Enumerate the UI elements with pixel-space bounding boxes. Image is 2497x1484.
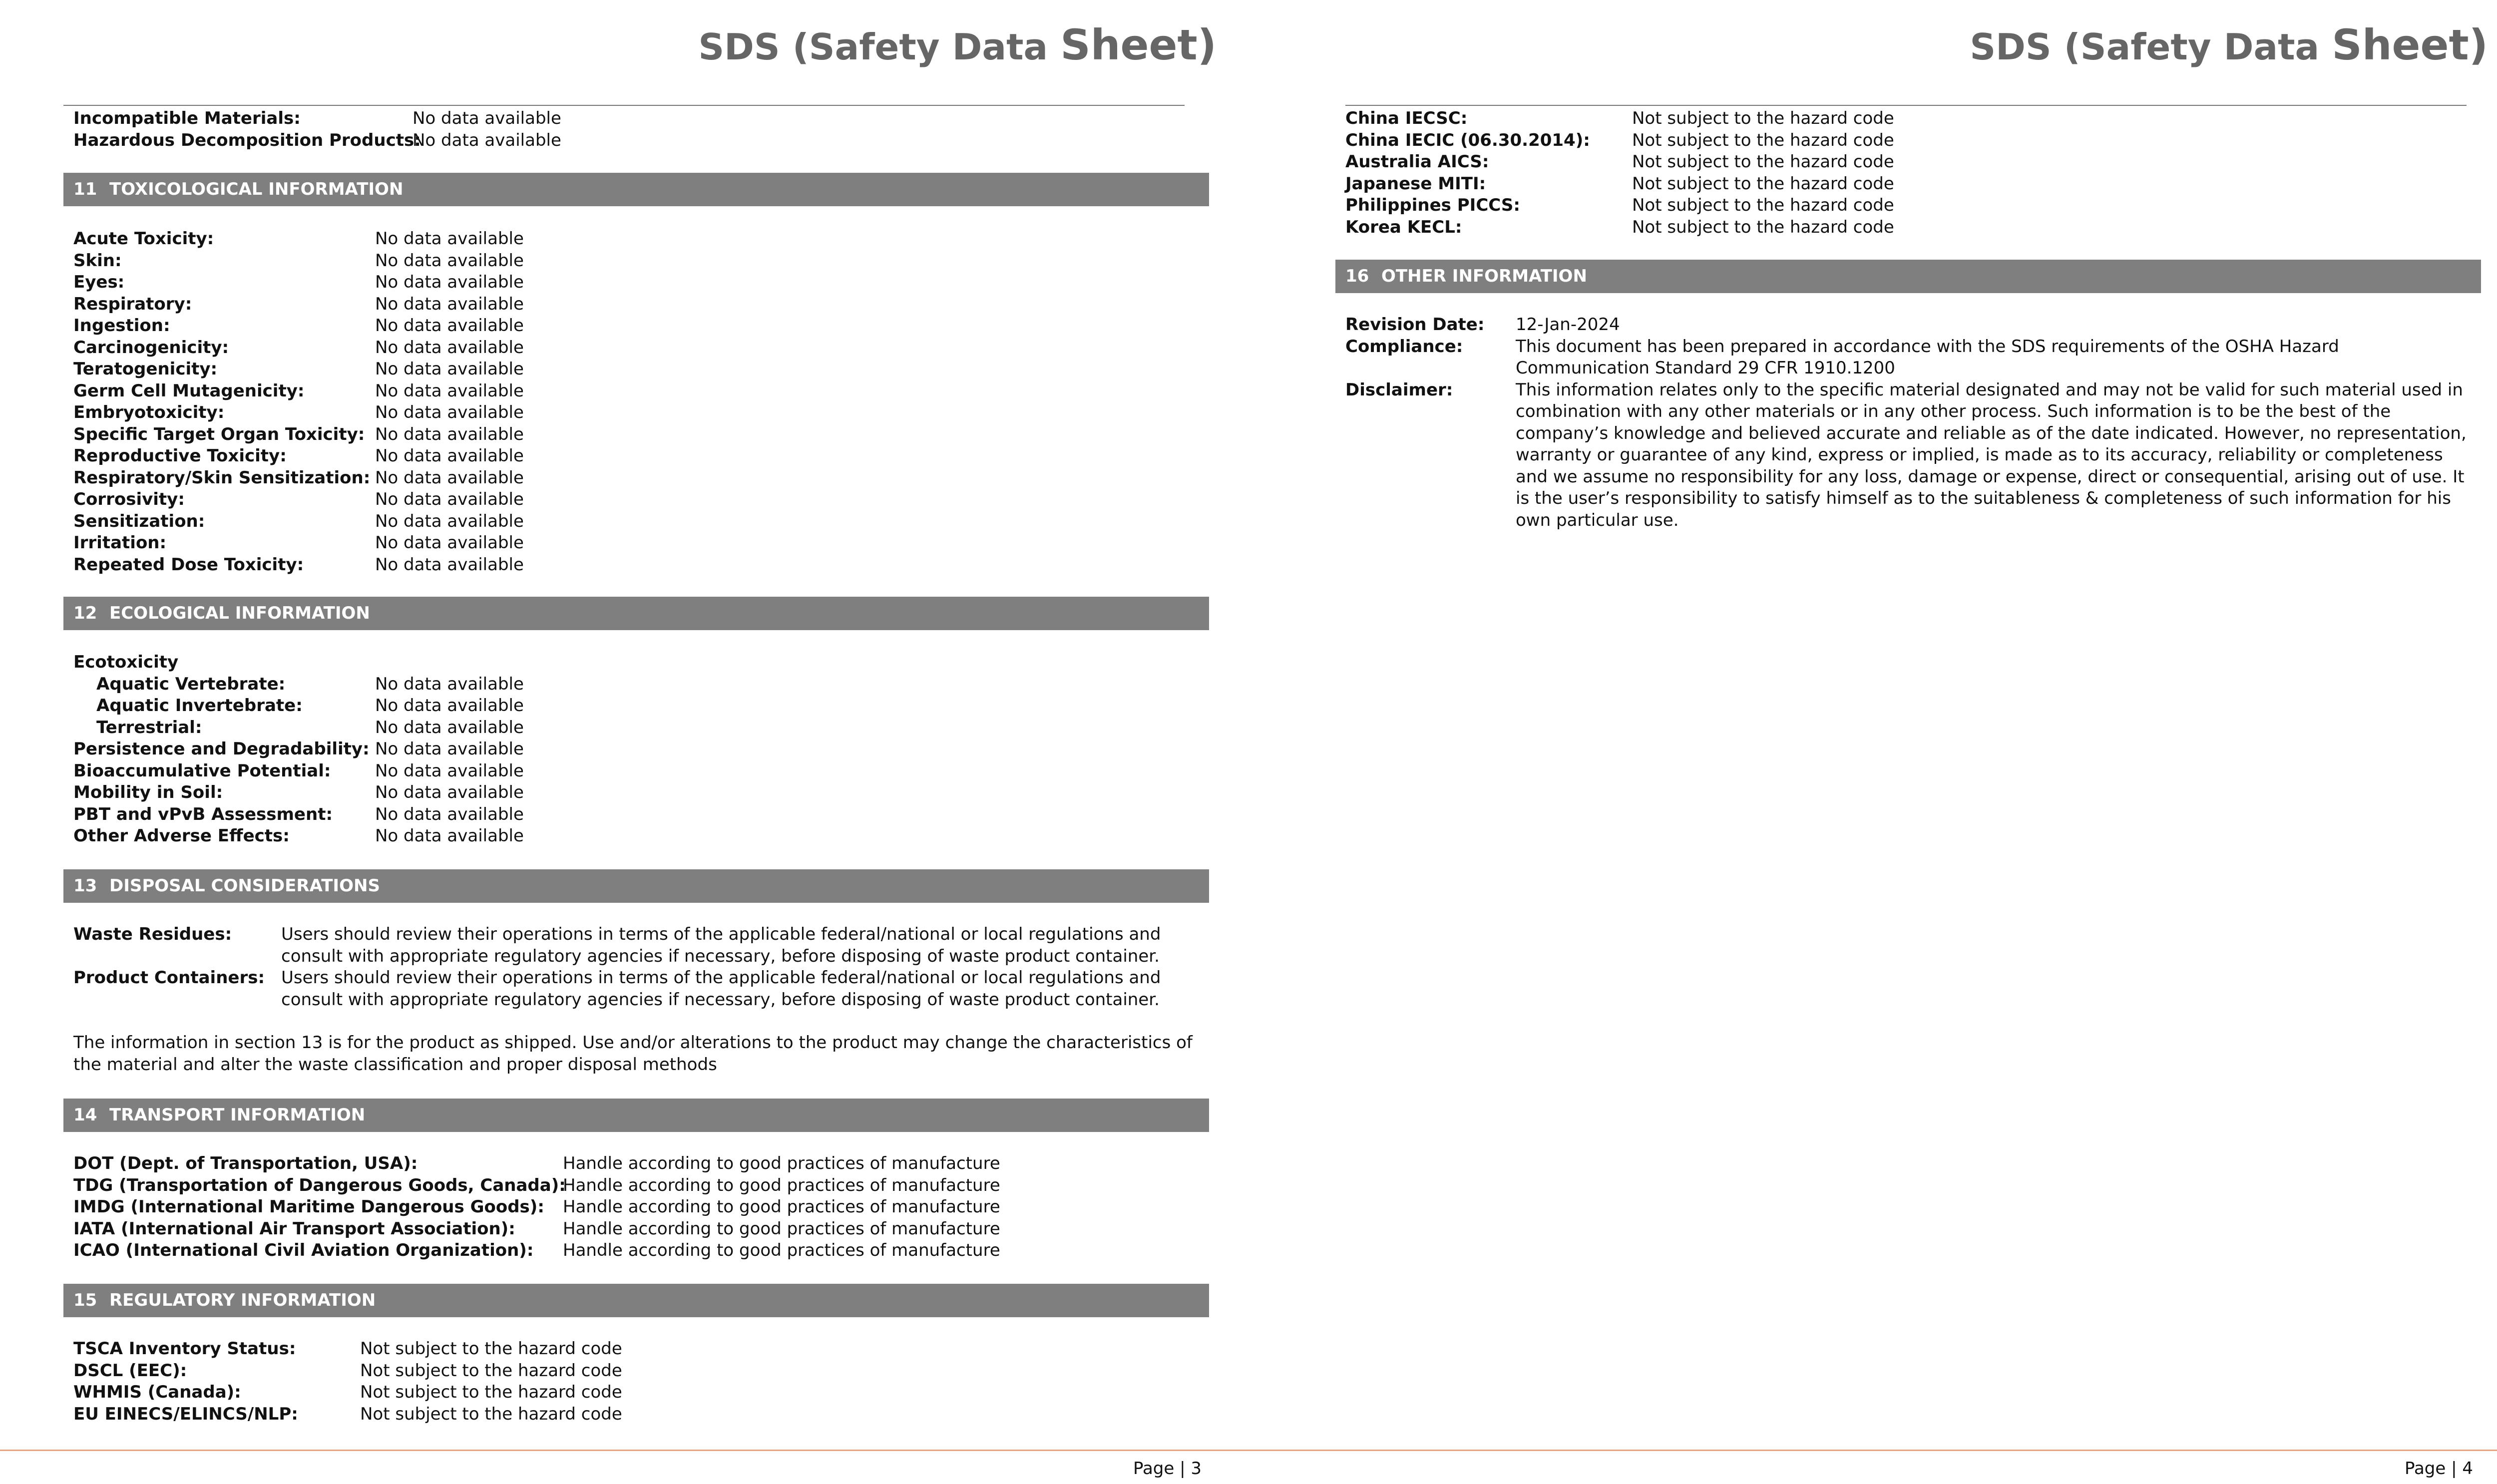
field-row: Mobility in Soil: No data available [73,782,524,802]
section-13-header: 13 DISPOSAL CONSIDERATIONS [63,869,1209,903]
field-row: Terrestrial: No data available [96,717,524,738]
field-row: IMDG (International Maritime Dangerous Goods): Handle according to good practices of manufacture [73,1197,1000,1217]
field-row: Ingestion: No data available [73,316,524,336]
field-row: Respiratory: No data available [73,294,524,314]
field-row: Aquatic Invertebrate: No data available [96,696,524,716]
field-row: Korea KECL: Not subject to the hazard code [1345,217,1894,237]
field-row: TSCA Inventory Status: Not subject to the hazard code [73,1339,622,1359]
field-row: China IECIC (06.30.2014): Not subject to the hazard code [1345,130,1894,150]
field-row: Product Containers: Users should review their operations in terms of the applicable federal/national or local regulations and consult with appropriate regulatory agencies if necessary, before disposing of waste product container. [73,968,1161,1010]
field-row: Waste Residues: Users should review their operations in terms of the applicable federal/national or local regulations and consult with appropriate regulatory agencies if necessary, before disposing of waste product container. [73,924,1161,966]
field-row: PBT and vPvB Assessment: No data available [73,804,524,824]
field-row: ICAO (International Civil Aviation Organization): Handle according to good practices of manufacture [73,1240,1000,1260]
field-row: TDG (Transportation of Dangerous Goods, Canada): Handle according to good practices of manufacture [73,1175,1000,1195]
field-row: Compliance: This document has been prepared in accordance with the SDS requirements of the OSHA Hazard Communication Standard 29 CFR 1910.1200 [1345,336,2339,378]
section-11-header: 11 TOXICOLOGICAL INFORMATION [63,173,1209,206]
field-row: Aquatic Vertebrate: No data available [96,674,524,694]
field-row: Acute Toxicity: No data available [73,229,524,249]
disposal-rows [73,924,1202,1076]
storage-rows [73,108,561,151]
field-row: Bioaccumulative Potential: No data available [73,760,524,781]
field-row: Irritation: No data available [73,533,524,553]
field-row: EU EINECS/ELINCS/NLP: Not subject to the hazard code [73,1404,622,1424]
field-row: DOT (Dept. of Transportation, USA): Handle according to good practices of manufacture [73,1153,1000,1173]
field-row: Carcinogenicity: No data available [73,337,524,358]
document-title: SDS (Safety Data Sheet) [1970,20,2488,69]
field-row: Revision Date: 12-Jan-2024 [1345,315,1620,335]
field-row: Hazardous Decomposition Products: No data available [73,130,561,150]
field-row: Incompatible Materials: No data available [73,108,561,128]
footer-rule [1271,1450,2497,1451]
section-12-header: 12 ECOLOGICAL INFORMATION [63,597,1209,630]
section-15-header: 15 REGULATORY INFORMATION [63,1284,1209,1317]
field-row: Disclaimer: This information relates only to the specific material designated and may not be valid for such material used in combination with any other materials or in any other process. Such information is to be the best of the company’s knowledge and believed accurate and reliable as of the date indicated. However, no representation, warranty or guarantee of any kind, express or implied, is made as to its accuracy, reliability or completeness and we assume no responsibility for any loss, damage or expense, direct or consequential, arising out of use. It is the user’s responsibility to satisfy himself as to the suitableness & completeness of such information for his own particular use. [1345,379,2467,530]
field-row: Eyes: No data available [73,272,524,292]
field-row: Persistence and Degradability: No data available [73,739,524,759]
inventory-rows [1345,108,1894,238]
ecological-rows [73,652,524,847]
field-row: Repeated Dose Toxicity: No data available [73,554,524,575]
field-row: DSCL (EEC): Not subject to the hazard code [73,1360,622,1381]
field-row: Skin: No data available [73,250,524,271]
transport-rows [73,1153,1000,1262]
footer-rule [0,1450,1271,1451]
other-information-rows [1345,314,2475,531]
field-row: WHMIS (Canada): Not subject to the hazard code [73,1382,622,1402]
field-row: Other Adverse Effects: No data available [73,826,524,846]
toxicological-rows [73,228,524,576]
field-row: China IECSC: Not subject to the hazard code [1345,108,1894,128]
header-rule [63,105,1185,106]
field-row: Philippines PICCS: Not subject to the hazard code [1345,195,1894,215]
header-rule [1345,105,2467,106]
field-row: IATA (International Air Transport Association): Handle according to good practices of manufacture [73,1218,1000,1239]
field-row: Teratogenicity: No data available [73,359,524,379]
field-row: Embryotoxicity: No data available [73,402,524,422]
section-16-header: 16 OTHER INFORMATION [1335,260,2481,293]
page-4 [1271,0,2497,1484]
page-number: Page | 3 [1133,1459,1202,1479]
disposal-note: The information in section 13 is for the product as shipped. Use and/or alterations to the product may change the characteristics of the material and alter the waste classification and proper disposal methods [73,1033,1193,1075]
field-row: Respiratory/Skin Sensitization: No data available [73,467,524,488]
page-number: Page | 4 [2404,1459,2473,1479]
field-row: Germ Cell Mutagenicity: No data available [73,380,524,401]
regulatory-rows [73,1338,622,1425]
field-row: Australia AICS: Not subject to the hazard code [1345,152,1894,172]
field-row: Reproductive Toxicity: No data available [73,446,524,466]
section-14-header: 14 TRANSPORT INFORMATION [63,1099,1209,1132]
field-row: Specific Target Organ Toxicity: No data available [73,424,524,444]
field-row: Sensitization: No data available [73,511,524,531]
ecotoxicity-heading: Ecotoxicity [73,652,179,672]
field-row: Corrosivity: No data available [73,489,524,509]
field-row: Japanese MITI: Not subject to the hazard code [1345,173,1894,194]
document-title: SDS (Safety Data Sheet) [698,20,1217,69]
